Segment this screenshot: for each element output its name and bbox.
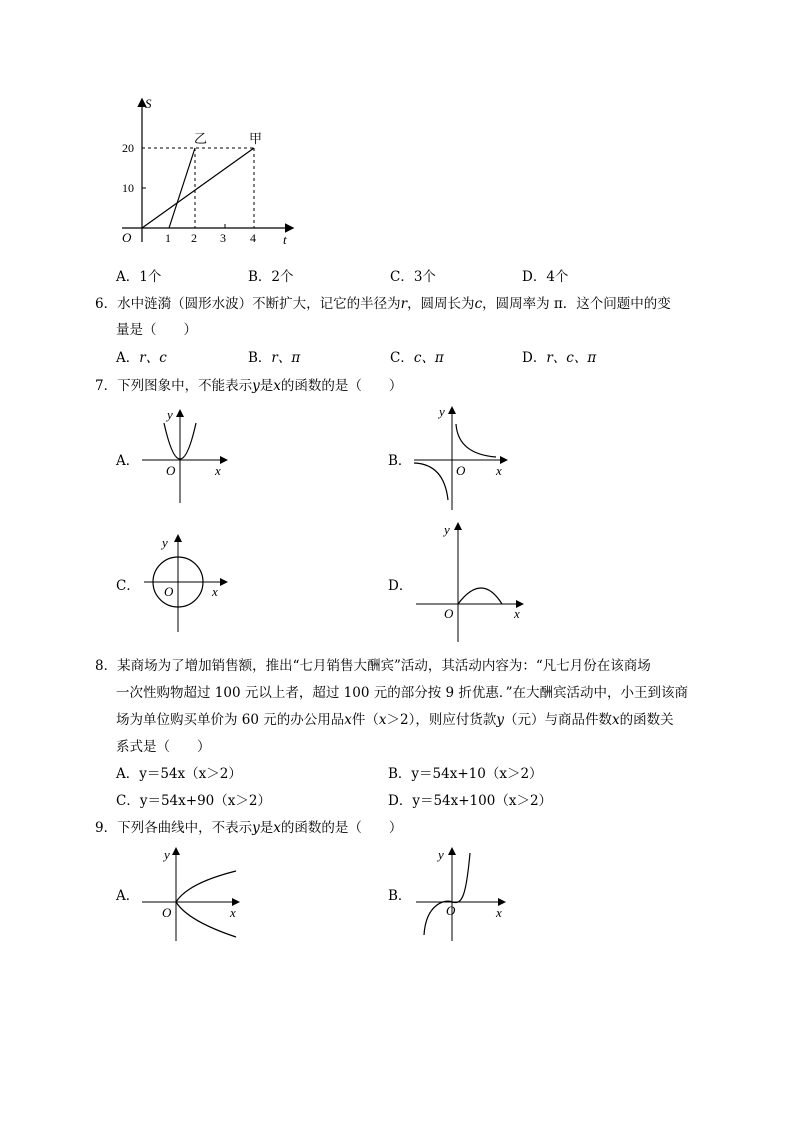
svg-text:x: x <box>496 463 502 478</box>
q5-option-c: C．3个 <box>390 269 436 285</box>
q7-graph-a-parabola <box>138 405 230 505</box>
y-tick-10: 10 <box>122 181 134 195</box>
x-tick-3: 3 <box>220 231 226 245</box>
label-yi: 乙 <box>194 131 208 146</box>
svg-text:O: O <box>444 606 454 621</box>
q8-stem-line4: 系式是（ ） <box>116 739 211 755</box>
svg-text:O: O <box>164 584 174 599</box>
q5-option-a: A．1个 <box>116 269 162 285</box>
t-axis-label: t <box>283 232 287 247</box>
q8-option-d: D．y＝54x+100（x＞2） <box>388 793 553 809</box>
q9-label-b: B． <box>388 888 412 904</box>
svg-text:O: O <box>446 903 456 918</box>
q8-option-b: B．y＝54x+10（x＞2） <box>388 766 543 782</box>
q7-label-b: B． <box>388 453 412 469</box>
svg-text:O: O <box>166 463 176 478</box>
q5-distance-time-graph <box>112 94 302 250</box>
q6-option-d: D．r、c、π <box>522 350 597 366</box>
line-yi <box>169 148 195 228</box>
svg-text:x: x <box>215 463 221 478</box>
q6-option-c: C．c、π <box>390 350 444 366</box>
line-jia <box>142 148 254 228</box>
q7-label-a: A． <box>116 453 140 469</box>
svg-text:O: O <box>162 905 172 920</box>
q8-stem-line1: 8．某商场为了增加销售额，推出“七月销售大酬宾”活动，其活动内容为：“凡七月份在该商场 <box>95 658 651 674</box>
svg-text:y: y <box>438 847 444 862</box>
svg-text:x: x <box>212 584 218 599</box>
svg-text:y: y <box>162 535 168 550</box>
svg-text:O: O <box>456 463 466 478</box>
x-tick-1: 1 <box>165 231 171 245</box>
q8-stem-line2: 一次性购物超过 100 元以上者，超过 100 元的部分按 9 折优惠．”在大酬宾活动中，小王到该商 <box>116 685 689 701</box>
svg-text:x: x <box>496 905 502 920</box>
q8-stem-line3: 场为单位购买单价为 60 元的办公用品x件（x＞2），则应付货款y（元）与商品件数x的函数关 <box>116 712 674 728</box>
q6-option-a: A．r、c <box>116 350 167 366</box>
label-jia: 甲 <box>249 131 263 146</box>
origin-label: O <box>122 230 132 245</box>
q7-graph-b-hyperbola <box>410 402 510 514</box>
q5-option-d: D．4个 <box>522 269 569 285</box>
q7-graph-d-arch <box>412 520 526 644</box>
q6-option-b: B．r、π <box>248 350 301 366</box>
q7-graph-c-circle <box>140 532 230 636</box>
svg-text:y: y <box>167 407 173 422</box>
q5-option-b: B．2个 <box>248 269 294 285</box>
q6-stem-line1: 6．水中涟漪（圆形水波）不断扩大，记它的半径为r，圆周长为c，圆周率为 π．这个问题中的变 <box>95 296 671 312</box>
q9-stem: 9．下列各曲线中，不表示y是x的函数的是（ ） <box>95 820 403 836</box>
svg-text:y: y <box>164 847 170 862</box>
q7-label-d: D． <box>388 578 413 594</box>
q9-graph-a-sideways-parabola <box>138 845 242 943</box>
svg-text:x: x <box>230 905 236 920</box>
q9-label-a: A． <box>116 888 140 904</box>
q8-option-a: A．y＝54x（x＞2） <box>116 766 242 782</box>
q9-graph-b-cubic <box>412 845 508 943</box>
svg-text:y: y <box>444 522 450 537</box>
s-axis-label: S <box>145 96 152 111</box>
svg-text:y: y <box>439 404 445 419</box>
q6-stem-line2: 量是（ ） <box>116 322 197 338</box>
q8-option-c: C．y＝54x+90（x＞2） <box>116 793 271 809</box>
x-tick-4: 4 <box>250 231 256 245</box>
x-tick-2: 2 <box>191 231 197 245</box>
q7-label-c: C． <box>116 578 140 594</box>
y-tick-20: 20 <box>122 141 134 155</box>
svg-text:x: x <box>514 606 520 621</box>
q7-stem: 7．下列图象中，不能表示y是x的函数的是（ ） <box>95 378 403 394</box>
